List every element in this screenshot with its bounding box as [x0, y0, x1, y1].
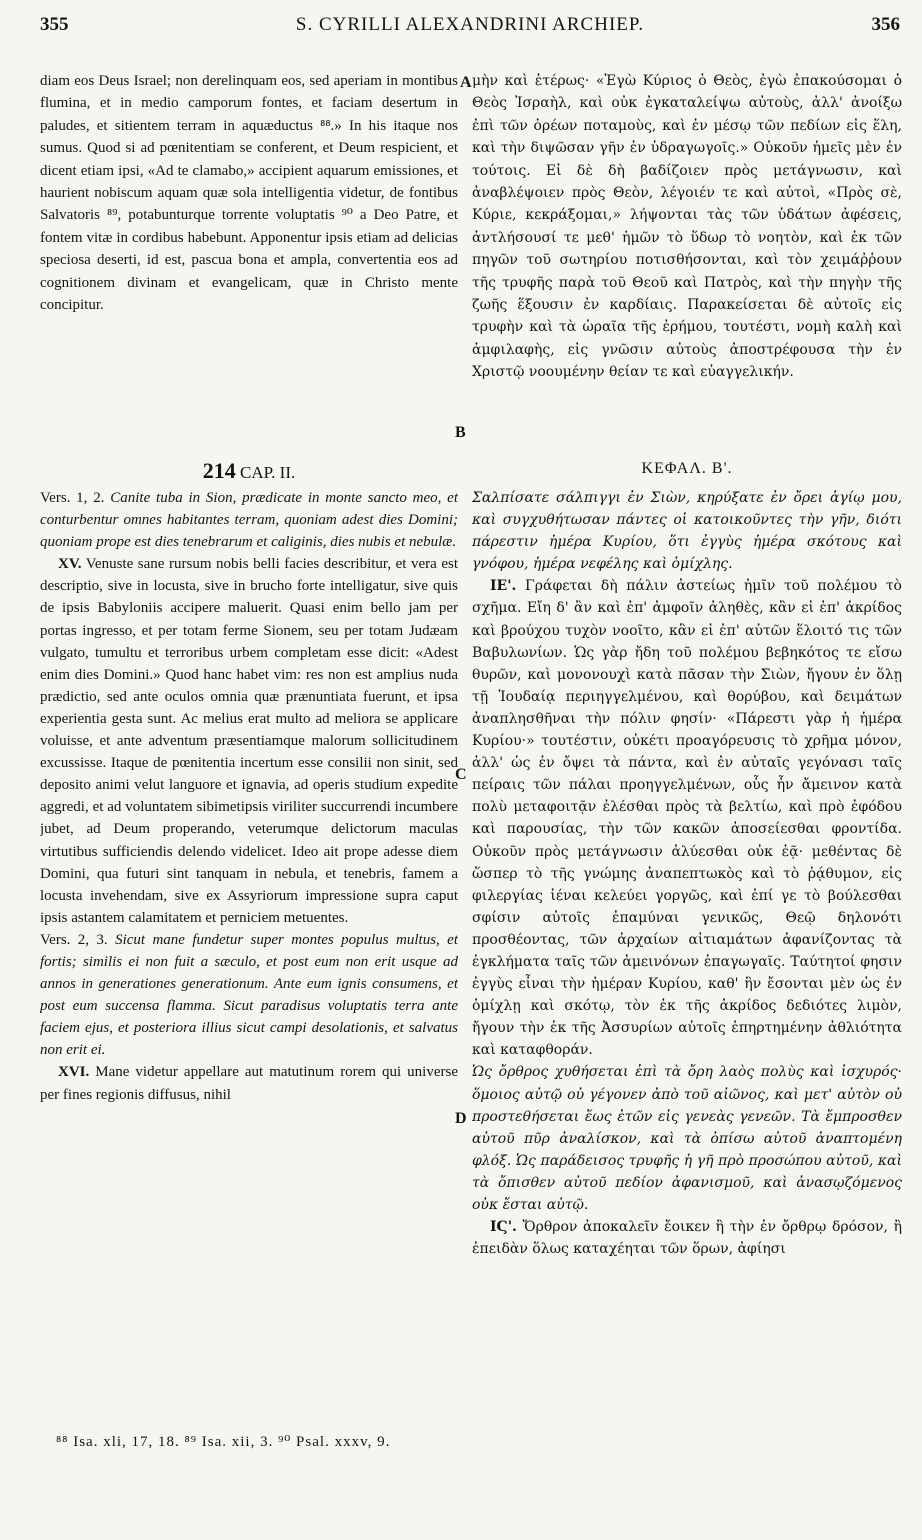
greek-top-text [472, 70, 902, 450]
greek-main-column [472, 487, 902, 1422]
greek-top-paragraph: μὴν καὶ ἑτέρως· «Ἐγὼ Κύριος ὁ Θεὸς, ἐγὼ ἐπακούσομαι ὁ Θεὸς Ἰσραὴλ, καὶ οὐκ ἐγκαταλείψω αὐτοὺς, ἀλλ' ἀνοίξω ἐπὶ τῶν ὀρέων ποταμοὺς, καὶ ἐν μέσῳ τῶν πεδίων εἰς ἕλη, καὶ τὴν διψῶσαν γῆν ἐν ὑδραγωγοῖς.» Οὐκοῦν ἡμεῖς μὲν ἐν τούτοις. Εἰ δὲ δὴ βαδίζοιεν πρὸς μετάγνωσιν, καὶ ἀναβλέψοιεν πρὸς Θεὸν, λέγοιέν τε καὶ αὐτοὶ, «Πρὸς σὲ, Κύριε, κεκράξομαι,» λήψονται τὰς τῶν ὑδάτων ἀφέσεις, ἀντλήσουσί τε μεθ' ἡμῶν τὸ ὕδωρ τὸ νοητὸν, καὶ ἐκ τῶν πηγῶν τοῦ σωτηρίου ποτισθήσονται, καὶ τὸν χειμάῤῥουν τῆς τρυφῆς παρὰ τοῦ Θεοῦ καὶ Πατρὸς, καὶ τὴν πηγὴν τῆς ζωῆς ἕξουσιν ἐν καρδίαις. Παρακείσεται δὲ αὐτοῖς εἰς τρυφὴν καὶ τὰ ὡραῖα τῆς ἐρήμου, τουτέστι, νομὴ καλὴ καὶ ἀμφιλαφὴς, εἰς γνῶσιν αὐτοὺς ἀποστρέφουσα τὴν ἐν Χριστῷ νοουμένην θείαν τε καὶ εὐαγγελικήν. [472, 73, 902, 381]
latin-verse-1-2 [40, 487, 458, 553]
margin-mark-a: A [460, 74, 472, 91]
section-text: Γράφεται δὴ πάλιν ἀστείως ἡμῖν τοῦ πολέμου τὸ σχῆμα. Εἴη δ' ἂν καὶ ἐπ' ἀμφοῖν ἀληθὲς, κἂν εἰ ἐπ' ἀκρίδος καὶ βρούχου τυχὸν νοοῖτο, κἂν εἰ ἐπ' αὐτῶν ἕλοιτό τις τῶν Βαβυλωνίων. Ὡς γὰρ ἤδη τοῦ πολέμου βεβηκότος τε εἴσω θυρῶν, καὶ μονονουχὶ κατὰ πᾶσαν τὴν Σιὼν, ἤγουν ἐν ὅλῃ τῇ Ἰουδαίᾳ περιηγγελμένου, καὶ θορύβου, καὶ δειμάτων ἀναπλησθῆναι τὴν πόλιν φησίν· «Πάρεστι γὰρ ἡ ἡμέρα Κυρίου·» τουτέστιν, οὐκέτι προαγόρευσις τὸ χρῆμα μόνον, ἀλλ' ὡς ἐν ὄψει τὰ πάντα, καὶ ἐν αὐταῖς γεγόνασι ταῖς πείραις τῶν πάλαι προηγγελμένων, οὗς ἦν ἄμεινον κατὰ πολὺ μεταφοιτᾷν ἐλέσθαι πρὸς τὰ βελτίω, καὶ πρὸ ἐφόδου καὶ παρουσίας, τὴν τῶν κακῶν ἀποσείεσθαι φροντίδα. Οὐκοῦν πρὸς μετάγνωσιν ἀλύεσθαι οὐκ ἐᾷ· μεθέντας δὲ ὥσπερ τὸ τῆς γνώμης ἀναπεπτωκὸς καὶ τὸ ῥᾴθυμον, εἰς φιλεργίας ἰέναι κελεύει γοργῶς, καὶ ἐπί γε τὸ βούλεσθαι σφίσιν αὐτοῖς ἐπαμύναι γενικῶς, Θεῷ δηλονότι προσθέοντας, τῶν ἀρχαίων αἰτιαμάτων ἀφανίζοντας τὰ ἐγκλήματα ταῖς τῶν ἀμεινόνων ἐπαγωγαῖς. Ταύτητοί φησιν ἐγγὺς εἶναι τὴν ἡμέραν Κυρίου, καθ' ἣν ἔσονται μὲν ὡς ἐν ὁμίχλῃ καὶ σκότῳ, τὸν ἐκ τῆς ἀκρίδος δεδιότες λιμὸν, ἤγουν τὴν ἐκ τῆς Ἀσσυρίων αὐτοῖς ἐπηρτημένην ἀθλιότητα καὶ καταφθοράν. [472, 578, 902, 1059]
latin-chapter-heading [40, 458, 458, 484]
latin-chapter-title: CAP. II. [239, 463, 296, 482]
verse-ref: Vers. 1, 2. [40, 490, 105, 506]
section-text: Mane videtur appellare aut matutinum rorem qui universe per fines regionis diffusus, nihil [40, 1064, 458, 1103]
greek-verse-1-2: Σαλπίσατε σάλπιγγι ἐν Σιὼν, κηρύξατε ἐν ὄρει ἁγίῳ μου, καὶ συγχυθήτωσαν πάντες οἱ κατοικοῦντες τὴν γῆν, διότι πάρεστιν ἡμέρα Κυρίου, ὅτι ἐγγὺς ἡμέρα σκότους καὶ γνόφου, ἡμέρα νεφέλης καὶ ὁμίχλης. [472, 490, 902, 573]
latin-top-paragraph: diam eos Deus Israel; non derelinquam eos, sed aperiam in montibus flumina, et in medio camporum fontes, et faciam desertum in paludes, et sitientem terram in aquæductus ⁸⁸.» In his itaque nos sumus. Quod si ad pœnitentiam se conferent, et Deum respicient, et dicent etiam ipsi, «Ad te clamabo,» accipient aquarum emissiones, et haurient nobiscum aquam quæ sola intelligentia videtur, de fontibus Salvatoris ⁸⁹, potabunturque torrente voluptatis ⁹⁰ a Deo Patre, et fontem vitæ in cordibus habebunt. Apponentur ipsis etiam ad delicias speciosa deserti, id est, pascua bona et ampla, convertentia eos ad cognitionem divinam et evangelicam, quæ in Christo mente concipitur. [40, 73, 458, 314]
chapter-number: 214 [202, 458, 236, 483]
verse-ref: Vers. 2, 3. [40, 931, 108, 948]
latin-section-xv [40, 553, 458, 929]
page-number-left: 355 [40, 14, 69, 35]
footnotes: ⁸⁸ Isa. xli, 17, 18. ⁸⁹ Isa. xii, 3. ⁹⁰ Psal. xxxv, 9. [56, 1434, 391, 1450]
section-text: Ὄρθρον ἀποκαλεῖν ἔοικεν ἢ τὴν ἐν ὄρθρῳ δρόσον, ἢ ἐπειδὰν ὅλως καταχέηται τῶν ὅρων, ἀφίησι [472, 1219, 902, 1258]
latin-verse-2-3 [40, 929, 458, 1062]
section-text: Venuste sane rursum nobis belli facies describitur, et vera est descriptio, sive in locusta, sive in brucho forte intelligatur, sive quis de ipsis Babyloniis accipere maluerit. Quasi enim bello jam per portas ingresso, et per totam ferme Sionem, seu per totam Judæam vulgato, tumultu et terroribus urbem completam esse dicit: «Adest enim dies Domini.» Quod hanc habet vim: res non est amplius nuda prædictio, sed ante oculos omnia quæ prænuntiata fuerunt, et ipsa experientia gesta sunt. Ac melius erat multo ad meliora se applicare voluisse, et ante adventum præsentiamque malorum sollicitudinem excussisse. Itaque de pœnitentia incertum esse consilii non sinit, sed deposito animi velut languore et ignavia, ad operis studium expedite aggredi, et ad voluntatem sibimetipsis viriliter succurrendi incumbere jubet, ad Deum properando, veterumque delictorum maculas virtutibus sufficiendis delendo videlicet. Ideo ait prope adesse diem Domini, qua futuri sint tanquam in nebula, et tenebris, famem a locusta invehendam, sive ex Assyriorum impressione supra caput ipsis astantem calamitatem et perniciem metuentes. [40, 556, 458, 926]
page-number-right: 356 [871, 14, 900, 35]
section-number: ΙϚ'. [490, 1219, 517, 1236]
running-title: S. CYRILLI ALEXANDRINI ARCHIEP. [295, 14, 645, 35]
section-number: XV. [58, 556, 82, 573]
greek-verse-2-3: Ὡς ὄρθρος χυθήσεται ἐπὶ τὰ ὄρη λαὸς πολὺς καὶ ἰσχυρός· ὅμοιος αὐτῷ οὐ γέγονεν ἀπὸ τοῦ αἰῶνος, καὶ μετ' αὐτὸν οὐ προστεθήσεται ἕως ἐτῶν εἰς γενεὰς γενεῶν. Τὰ ἔμπροσθεν αὐτοῦ πῦρ ἀναλίσκον, καὶ τὰ ὀπίσω αὐτοῦ ἀναπτομένη φλόξ. Ὡς παράδεισος τρυφῆς ἡ γῆ πρὸ προσώπου αὐτοῦ, καὶ τὰ ὄπισθεν αὐτοῦ πεδίον ἀφανισμοῦ, καὶ ἀνασῳζόμενος οὐκ ἔσται αὐτῷ. [472, 1064, 902, 1213]
running-header [40, 14, 900, 44]
margin-mark-c: C [455, 766, 467, 783]
verse-text: Sicut mane fundetur super montes populus multus, et fortis; similis ei non fuit a sæculo, et post eum non erit usque ad annos in generationes generationum. Ante eum ignis consumens, et post eum succensa flamma. Sicut paradisus voluptatis terra ante faciem ejus, et posteriora illius sicut campi desolationis, et salvatus non erit ei. [40, 931, 458, 1059]
verse-text: Canite tuba in Sion, prædicate in monte sancto meo, et conturbentur omnes habitantes terram, quoniam adest dies Domini; quoniam prope est dies tenebrarum et caliginis, dies nubis et nebulæ. [40, 490, 458, 551]
section-number: XVI. [58, 1064, 90, 1081]
latin-section-xvi [40, 1061, 458, 1105]
greek-chapter-heading: ΚΕΦΑΛ. Β'. [641, 460, 733, 477]
greek-section-ie [472, 575, 902, 1061]
latin-main-column [40, 487, 458, 1422]
margin-mark-b: B [455, 424, 466, 441]
latin-top-text [40, 70, 458, 400]
margin-mark-d: D [455, 1110, 467, 1127]
section-number: ΙΕ'. [490, 578, 517, 595]
greek-section-is [472, 1216, 902, 1260]
